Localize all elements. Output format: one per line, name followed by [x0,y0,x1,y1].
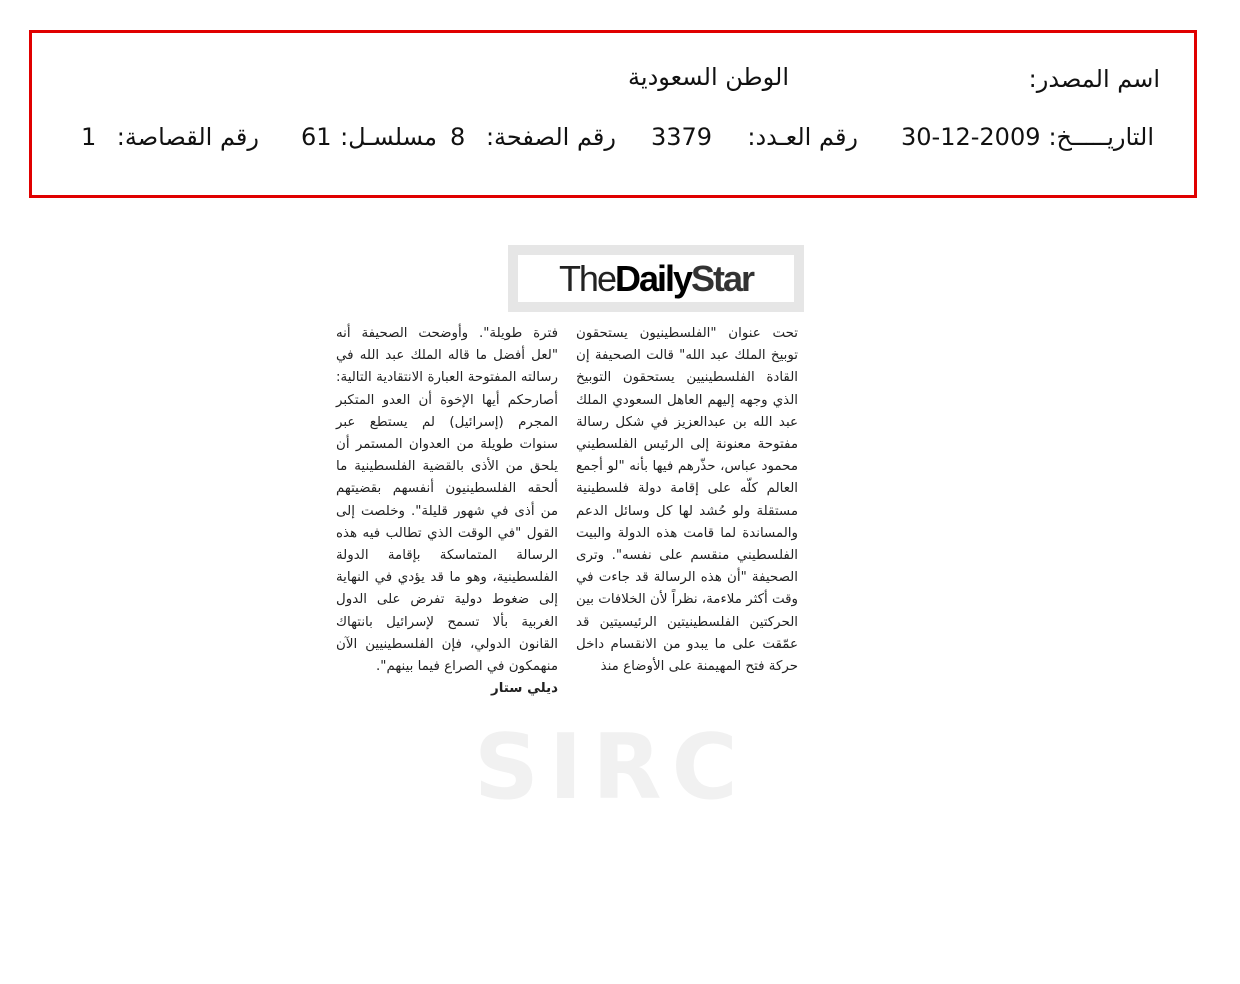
date-label: التاريـــــخ: [1048,123,1154,151]
article-byline: ديلي ستار [491,681,558,697]
watermark: SIRC [474,715,748,820]
masthead-star: Star [691,257,754,299]
clip-label: رقم القصاصة: [116,123,259,151]
masthead-logo [518,255,794,302]
article-text-right: تحت عنوان "الفلسطينيون يستحقون توبيخ الملك عبد الله" قالت الصحيفة إن القادة الفلسطينيين يستحقون التوبيخ الذي وجهه إليهم العاهل السعودي الملك عبد الله بن عبدالعزيز في شكل رسالة مفتوحة معنونة إلى الرئيس الفلسطيني محمود عباس، حذّرهم فيها بأنه "لو أجمع العالم كلّه على إقامة دولة فلسطينية مستقلة ولو حُشد لها كل وسائل الدعم والمساندة لما قامت هذه الدولة والبيت الفلسطيني منقسم على نفسه". وترى الصحيفة "أن هذه الرسالة قد جاءت في وقت أكثر ملاءمة، نظراً لأن الخلافات بين الحركتين الفلسطينيتين الرئيسيتين قد عمّقت على ما يبدو من الانقسام داخل حركة فتح المهيمنة على الأوضاع منذ [576,326,798,675]
source-info-box [29,30,1197,198]
source-label: اسم المصدر: [1028,65,1160,93]
clip-value: 1 [81,123,97,151]
newspaper-clipping [324,245,818,820]
page-label: رقم الصفحة: [485,123,616,151]
page-value: 8 [450,123,466,151]
serial-value: 61 [301,123,332,151]
masthead-daily: Daily [614,257,692,299]
article-column-left [336,323,558,700]
newspaper-masthead [508,245,804,312]
article-column-right [576,323,798,678]
masthead-the: The [558,257,615,299]
article-text-left: فترة طويلة". وأوضحت الصحيفة أنه "لعل أفضل ما قاله الملك عبد الله في رسالته المفتوحة العبارة الانتقادية التالية: أصارحكم أيها الإخوة أن العدو المتكبر المجرم (إسرائيل) لم يستطع عبر سنوات طويلة من العدوان المستمر أن يلحق من الأذى بالقضية الفلسطينية ما ألحقه الفلسطينيون أنفسهم بقضيتهم من أذى في شهور قليلة". وخلصت إلى القول "في الوقت الذي تطالب فيه هذه الرسالة المتماسكة بإقامة الدولة الفلسطينية، وهو ما قد يؤدي في النهاية إلى ضغوط دولية تفرض على الدول الغربية بألا تسمح لإسرائيل بانتهاك القانون الدولي، فإن الفلسطينيين الآن منهمكون في الصراع فيما بينهم". [336,326,558,675]
source-value: الوطن السعودية [628,63,789,91]
date-value: 30-12-2009 [901,123,1041,151]
serial-label: مسلسـل: [340,123,437,151]
issue-value: 3379 [651,123,713,151]
issue-label: رقم العـدد: [747,123,858,151]
